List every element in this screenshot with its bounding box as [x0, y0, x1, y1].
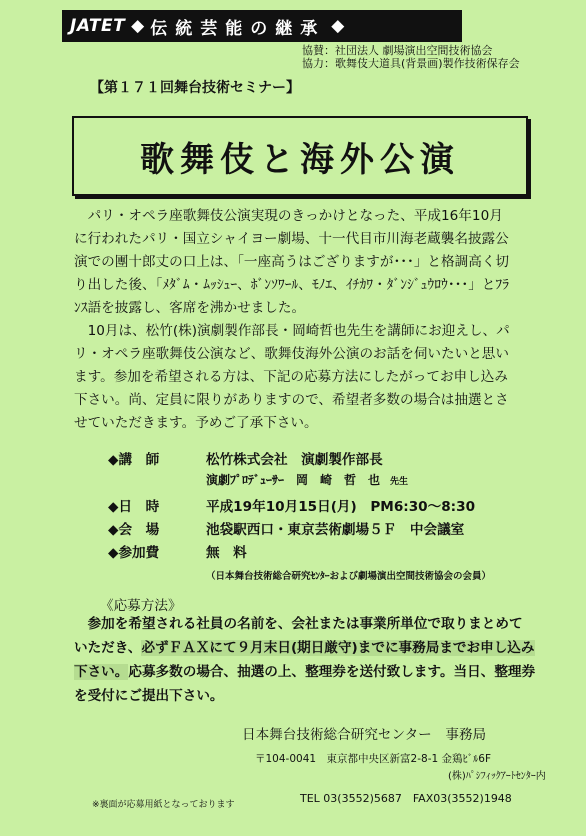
lecturer-row: [108, 448, 548, 471]
fee-row: [108, 541, 548, 564]
brand-logo: JATET: [70, 16, 126, 36]
date-value: 平成19年10月15日(月) PM6:30～8:30: [206, 499, 476, 515]
venue-row: [108, 518, 548, 541]
seminar-label: 【第１７１回舞台技術セミナー】: [90, 80, 300, 96]
header-banner: [62, 10, 462, 42]
event-details: [108, 448, 548, 564]
intro-body: [74, 205, 514, 435]
lecturer-name: [206, 471, 408, 488]
main-title: 歌舞伎と海外公演: [140, 139, 460, 180]
cooperation-text: 協力：歌舞伎大道具(背景画)製作技術保存会: [302, 57, 520, 70]
diamond-icon: ◆: [331, 16, 345, 36]
fee-note: （日本舞台技術総合研究ｾﾝﾀｰおよび劇場演出空間技術協会の会員）: [206, 571, 492, 582]
banner-title: 伝統芸能の継承: [150, 18, 326, 39]
apply-heading: 《応募方法》: [100, 598, 182, 614]
address-line2: (株)ﾊﾟｼﾌｨｯｸｱｰﾄｾﾝﾀｰ内: [448, 771, 546, 782]
organization-name: 日本舞台技術総合研究センター 事務局: [242, 727, 487, 743]
apply-highlight: 必ずＦＡＸにて９月末日(期日厳守)までに事務局までお申し込み下さい。: [74, 640, 535, 680]
apply-line2: 応募多数の場合、抽選の上、整理券を送付致します。当日、整理券を受付にご提出下さい。: [74, 664, 536, 704]
date-row: [108, 495, 548, 518]
date-label: ◆日 時: [108, 499, 160, 515]
back-note: ※裏面が応募用紙となっております: [92, 800, 235, 810]
apply-line1: 参加を希望される社員の名前を、会社または事業所単位で取りまとめていただき、: [74, 616, 523, 656]
title-box: [72, 116, 528, 196]
lecturer-name-text: 演劇ﾌﾟﾛﾃﾞｭｰｻｰ 岡 崎 哲 也: [206, 473, 381, 487]
address: 〒104-0041 東京都中央区新富2-8-1 金鶏ﾋﾞﾙ6F: [255, 753, 491, 765]
lecturer-value: 松竹株式会社 演劇製作部長: [206, 452, 383, 468]
fee-label: ◆参加費: [108, 545, 160, 561]
contact-numbers: TEL 03(3552)5687 FAX03(3552)1948: [300, 792, 512, 805]
sponsors: [302, 44, 520, 70]
venue-label: ◆会 場: [108, 522, 160, 538]
lecturer-honorific: 先生: [390, 477, 409, 487]
lecturer-label: ◆講 師: [108, 452, 160, 468]
lecturer-sub-row: [108, 471, 548, 495]
cosponsor-text: 協賛：社団法人 劇場演出空間技術協会: [302, 44, 493, 57]
apply-paragraph: [74, 612, 536, 708]
intro-paragraph: 10月は、松竹(株)演劇製作部長・岡崎哲也先生を講師にお迎えし、パリ・オペラ座歌舞伎公演など、歌舞伎海外公演のお話を伺いたいと思います。参加を希望される方は、下記の応募方法にしたがってお申し込み下さい。尚、定員に限りがありますので、希望者多数の場合は抽選とさせていただきます。予めご了承下さい。: [74, 323, 510, 431]
apply-body: [74, 612, 536, 708]
intro-paragraph: パリ・オペラ座歌舞伎公演実現のきっかけとなった、平成16年10月に行われたパリ・国立シャイヨー劇場、十一代目市川海老蔵襲名披露公演での團十郎丈の口上は、「一座高うはござりますが･･･」と格調高く切り出した後、「ﾒﾀﾞﾑ・ﾑｯｼｭｰ、ﾎﾞﾝｿﾜｰﾙ、ﾓﾉｴ、ｲﾁｶﾜ・ﾀﾞﾝｼﾞｭｳﾛｳ･･･」とﾌﾗﾝｽ語を披露し、客席を沸かせました。: [74, 208, 509, 316]
diamond-icon: ◆: [131, 16, 145, 36]
venue-value: 池袋駅西口・東京芸術劇場５Ｆ 中会議室: [206, 522, 465, 538]
fee-value: 無 料: [206, 545, 247, 561]
